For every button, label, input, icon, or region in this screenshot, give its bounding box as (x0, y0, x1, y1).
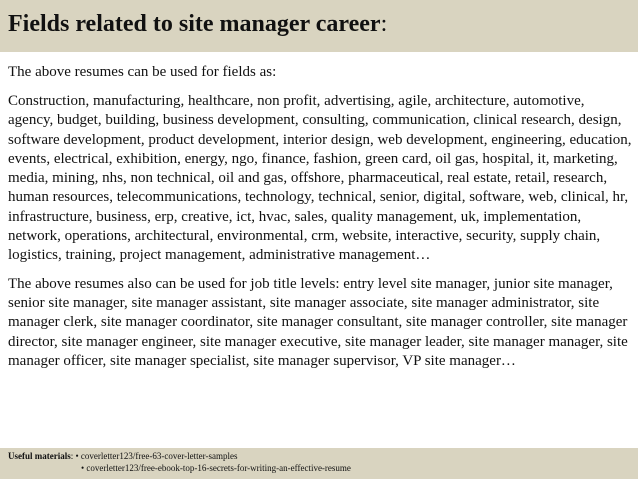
footer-separator: : (70, 451, 76, 461)
slide-title-text: Fields related to site manager career (8, 11, 381, 37)
job-levels-paragraph: The above resumes also can be used for job title levels: entry level site manager, junior site manager, senior site manager, site manager assistant, site manager associate, site manager administrator, site manager clerk, site manager coordinator, site manager consultant, site manager controller, site manager director, site manager engineer, site manager executive, site manager leader, site manager manager, site manager officer, site manager specialist, site manager supervisor, VP site manager… (8, 275, 628, 369)
slide-title-colon: : (380, 11, 388, 37)
footer-row-2 (8, 462, 351, 474)
intro-text: The above resumes can be used for fields as: (8, 64, 277, 80)
slide-body (8, 62, 632, 380)
fields-paragraph: Construction, manufacturing, healthcare, non profit, advertising, agile, architecture, automotive, agency, budget, building, business development, consulting, communication, clinical research, design, software development, product development, interior design, web development, engineering, education, events, electrical, exhibition, energy, ngo, finance, fashion, green card, oil gas, hospital, it, marketing, media, mining, nhs, non technical, oil and gas, offshore, pharmaceutical, real estate, retail, research, human resources, telecommunications, technology, technical, senior, digital, software, web, clinical, hr, infrastructure, business, erp, creative, ict, hvac, sales, quality management, uk, implementation, network, operations, architectural, environmental, crm, website, interactive, security, supply chain, logistics, training, project management, administrative management… (8, 93, 632, 264)
footer-row-1 (8, 450, 351, 462)
footer (8, 450, 351, 474)
footer-link-ebook[interactable]: • coverletter123/free-ebook-top-16-secrets-for-writing-an-effective-resume (81, 463, 351, 473)
slide-title (8, 11, 387, 38)
useful-materials-label: Useful materials (8, 451, 71, 461)
footer-indent (8, 462, 81, 474)
footer-link-cover-letter-samples[interactable]: • coverletter123/free-63-cover-letter-samples (75, 451, 238, 461)
